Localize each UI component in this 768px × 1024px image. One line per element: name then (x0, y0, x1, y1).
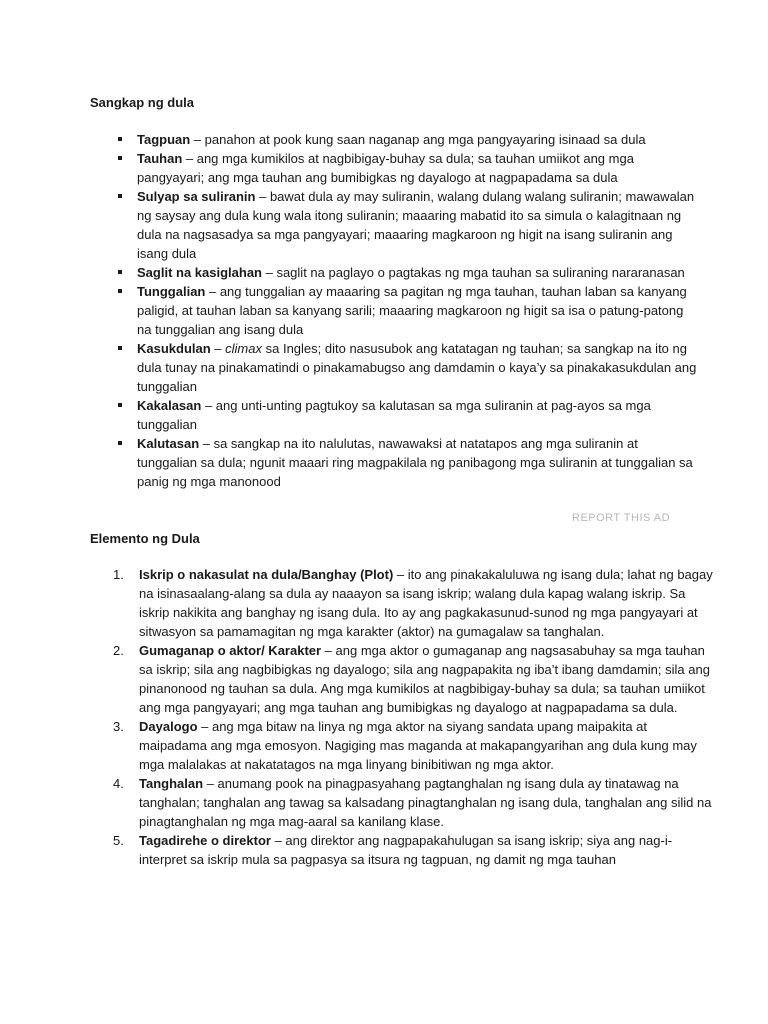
term-label: Kasukdulan (137, 341, 211, 356)
section-title-elemento: Elemento ng Dula (90, 531, 200, 546)
term-label: Tunggalian (137, 284, 206, 299)
term-definition: – ito ang pinakakaluluwa ng isang dula; lahat ng bagay na isinasaalang-alang sa dula ay naaayon sa isang iskrip; walang dula kapag walang iskrip. Sa iskrip nakikita ang banghay ng isang dula. Ito ay ang pagkakasunud-sunod ng mga pangyayari at sitwasyon sa pamamagitan ng mga karakter (aktor) na gumagalaw sa tanghalan. (139, 567, 713, 639)
report-ad-link[interactable]: REPORT THIS AD (572, 512, 671, 524)
bullet-icon (118, 137, 122, 141)
bullet-icon (118, 156, 122, 160)
bullet-icon (118, 270, 122, 274)
item-number: 3. (113, 719, 124, 734)
list-item (113, 831, 713, 869)
term-definition: sa Ingles; dito nasusubok ang katatagan ng tauhan; sa sangkap na ito ng dula tunay na pinakamatindi o pinakamabugso ang damdamin o kaya’y sa pinakakasukdulan ang tunggalian (137, 341, 697, 394)
item-number: 4. (113, 776, 124, 791)
list-item (120, 187, 700, 263)
list-item (113, 774, 713, 831)
term-definition: – ang mga aktor o gumaganap ang nagsasabuhay sa mga tauhan sa iskrip; sila ang nagbibigkas ng dayalogo; sila ang nagpapakita ng iba’t ibang damdamin; sila ang pinanonood ng tauhan sa dula. Ang mga kumikilos at nagbibigay-buhay sa dula; sa tauhan umiikot ang mga pangyayari; ang mga tauhan ang bumibigkas ng dayalogo at nagpapadama sa dula. (139, 643, 710, 715)
list-item (120, 130, 700, 149)
list-item (113, 641, 713, 717)
section-title-sangkap: Sangkap ng dula (90, 95, 195, 110)
term-definition: – ang tunggalian ay maaaring sa pagitan ng mga tauhan, tauhan laban sa kanyang paligid, at tauhan laban sa kanyang sarili; maaaring magkaroon ng higit sa isa o patung-patong na tunggalian ang isang dula (137, 284, 687, 337)
bullet-icon (118, 403, 122, 407)
item-number: 2. (113, 643, 124, 658)
elemento-list (113, 565, 713, 869)
term-definition: – saglit na paglayo o pagtakas ng mga tauhan sa suliraning nararanasan (262, 265, 685, 280)
term-label: Kalutasan (137, 436, 200, 451)
bullet-icon (118, 346, 122, 350)
term-label: Saglit na kasiglahan (137, 265, 262, 280)
term-label: Kakalasan (137, 398, 202, 413)
term-definition: – sa sangkap na ito nalulutas, nawawaksi at natatapos ang mga suliranin at tunggalian sa dula; ngunit maaari ring magpakilala ng panibagong mga suliranin at tunggalian sa panig ng mga manonood (137, 436, 693, 489)
term-definition-prefix: – (210, 341, 226, 356)
term-definition: – ang unti-unting pagtukoy sa kalutasan sa mga suliranin at pag-ayos sa mga tunggalian (137, 398, 651, 432)
term-label: Tagpuan (137, 132, 191, 147)
list-item (113, 717, 713, 774)
list-item (120, 434, 700, 491)
term-label: Tagadirehe o direktor (139, 833, 271, 848)
term-label: Tauhan (137, 151, 183, 166)
list-item (120, 282, 700, 339)
term-label: Dayalogo (139, 719, 198, 734)
term-definition: – ang direktor ang nagpapakahulugan sa isang iskrip; siya ang nag-i-interpret sa iskrip mula sa pagpasya sa itsura ng tagpuan, ng damit ng mga tauhan (139, 833, 673, 867)
item-number: 1. (113, 567, 124, 582)
term-definition: – bawat dula ay may suliranin, walang dulang walang suliranin; mawawalan ng saysay ang dula kung wala itong suliranin; maaaring mabatid ito sa simula o kalagitnaan ng dula na nagsasadya sa mga pangyayari; maaaring magkaroon ng higit na isang suliranin ang isang dula (137, 189, 695, 261)
term-definition: – anumang pook na pinagpasyahang pagtanghalan ng isang dula ay tinatawag na tanghalan; tanghalan ang tawag sa kalsadang pinagtanghalan ng isang dula, tanghalan ang silid na pinagtanghalan ng mga mag-aaral sa kanilang klase. (139, 776, 712, 829)
term-definition: – ang mga kumikilos at nagbibigay-buhay sa dula; sa tauhan umiikot ang mga pangyayari; ang mga tauhan ang bumibigkas ng dayalogo at nagpapadama sa dula (137, 151, 634, 185)
list-item (120, 396, 700, 434)
term-italic: climax (225, 341, 262, 356)
term-definition: – panahon at pook kung saan naganap ang mga pangyayaring isinaad sa dula (190, 132, 646, 147)
bullet-icon (118, 194, 122, 198)
list-item (113, 565, 713, 641)
term-label: Gumaganap o aktor/ Karakter (139, 643, 322, 658)
term-label: Iskrip o nakasulat na dula/Banghay (Plot) (139, 567, 394, 582)
list-item (120, 339, 700, 396)
term-label: Sulyap sa suliranin (137, 189, 256, 204)
list-item (120, 149, 700, 187)
term-label: Tanghalan (139, 776, 204, 791)
bullet-icon (118, 441, 122, 445)
item-number: 5. (113, 833, 124, 848)
term-definition: – ang mga bitaw na linya ng mga aktor na siyang sandata upang maipakita at maipadama ang mga emosyon. Nagiging mas maganda at makapangyarihan ang dula kung may mga malalakas at nakatatagos na mga linyang binibitiwan ng mga aktor. (139, 719, 697, 772)
list-item (120, 263, 700, 282)
bullet-icon (118, 289, 122, 293)
sangkap-list (120, 130, 700, 491)
